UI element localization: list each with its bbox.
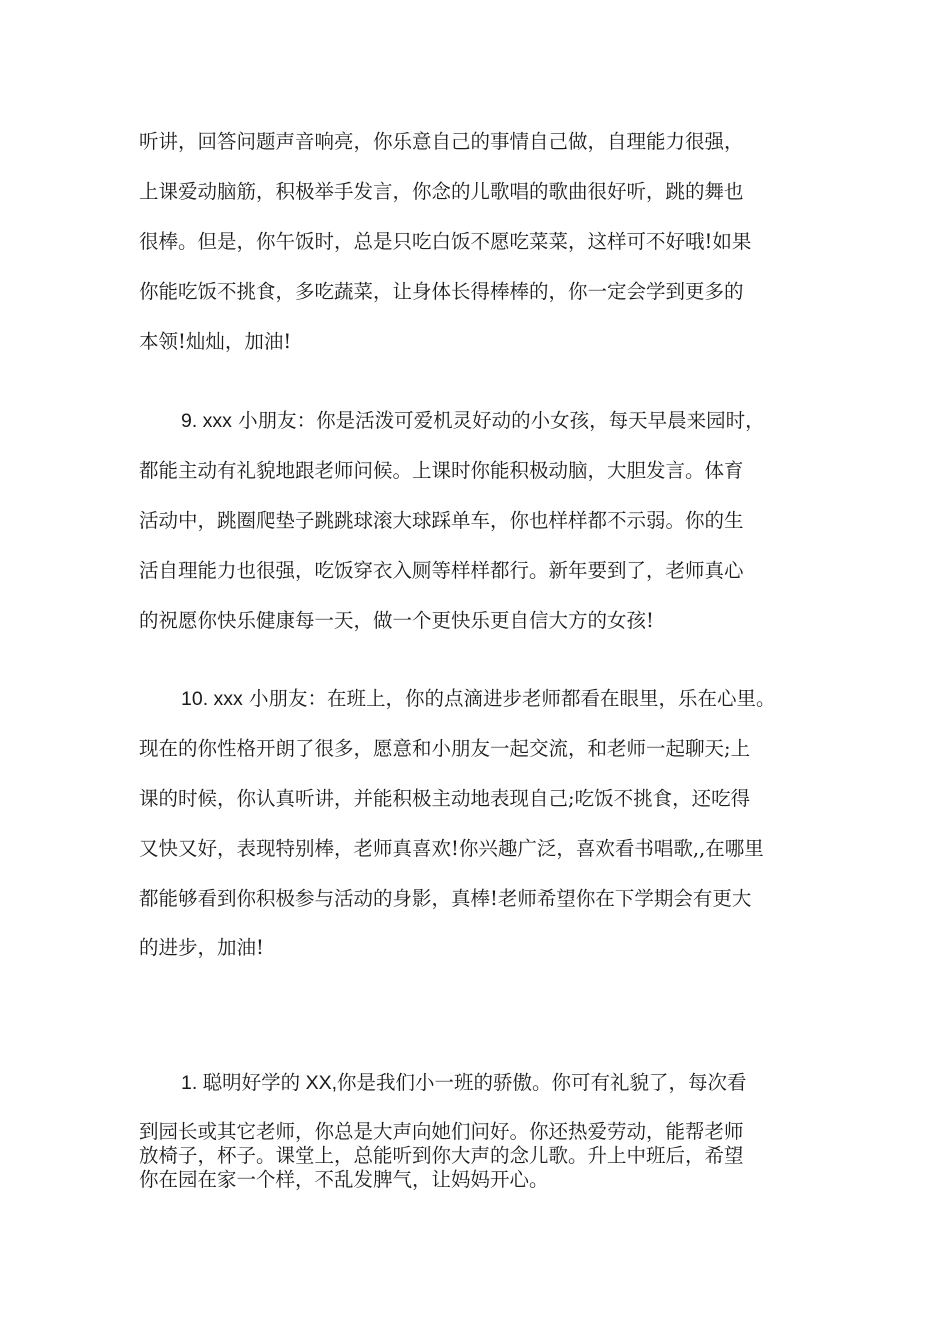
item-9-number: 9. xxx — [181, 410, 232, 432]
item-9-line-3: 活动中，跳圈爬垫子跳跳球滚大球踩单车，你也样样都不示弱。你的生 — [139, 509, 744, 532]
item-1-line-4: 你在园在家一个样，不乱发脾气，让妈妈开心。 — [139, 1168, 549, 1191]
item-10-line-4: 又快又好，表现特别棒，老师真喜欢!你兴趣广泛，喜欢看书唱歌,,在哪里 — [139, 837, 764, 860]
item-1-line-2: 到园长或其它老师，你总是大声向她们问好。你还热爱劳动，能帮老师 — [139, 1120, 744, 1143]
item-9-first-line — [181, 411, 765, 432]
paragraph-a-line-2: 上课爱动脑筋，积极举手发言，你念的儿歌唱的歌曲很好听，跳的舞也 — [139, 180, 744, 203]
item-10-line-2: 现在的你性格开朗了很多，愿意和小朋友一起交流，和老师一起聊天;上 — [139, 737, 751, 760]
item-1-first-line — [181, 1073, 747, 1094]
item-9-first-text: 小朋友：你是活泼可爱机灵好动的小女孩，每天早晨来园时， — [231, 409, 765, 432]
item-9-line-4: 活自理能力也很强，吃饭穿衣入厕等样样都行。新年要到了，老师真心 — [139, 559, 744, 582]
item-10-first-text: 小朋友：在班上，你的点滴进步老师都看在眼里，乐在心里。 — [242, 687, 776, 710]
item-9-line-5: 的祝愿你快乐健康每一天，做一个更快乐更自信大方的女孩! — [139, 609, 654, 632]
paragraph-a-line-5: 本领!灿灿，加油! — [139, 330, 292, 353]
item-1-line-3: 放椅子，杯子。课堂上，总能听到你大声的念儿歌。升上中班后，希望 — [139, 1144, 744, 1167]
paragraph-a-line-4: 你能吃饭不挑食，多吃蔬菜，让身体长得棒棒的，你一定会学到更多的 — [139, 280, 744, 303]
paragraph-a-line-1: 听讲，回答问题声音响亮，你乐意自己的事情自己做，自理能力很强， — [139, 130, 744, 153]
item-10-first-line — [181, 689, 775, 710]
item-10-line-5: 都能够看到你积极参与活动的身影，真棒!老师希望你在下学期会有更大 — [139, 887, 752, 910]
item-1-number: 1. 聪明好学的 XX, — [181, 1072, 338, 1094]
item-10-line-3: 课的时候，你认真听讲，并能积极主动地表现自己;吃饭不挑食，还吃得 — [139, 787, 751, 810]
item-10-number: 10. xxx — [181, 688, 243, 710]
item-1-first-text: 你是我们小一班的骄傲。你可有礼貌了，每次看 — [337, 1071, 747, 1094]
item-9-line-2: 都能主动有礼貌地跟老师问候。上课时你能积极动脑，大胆发言。体育 — [139, 459, 744, 482]
paragraph-a-line-3: 很棒。但是，你午饭时，总是只吃白饭不愿吃菜菜，这样可不好哦!如果 — [139, 230, 752, 253]
item-10-line-6: 的进步，加油! — [139, 936, 264, 959]
